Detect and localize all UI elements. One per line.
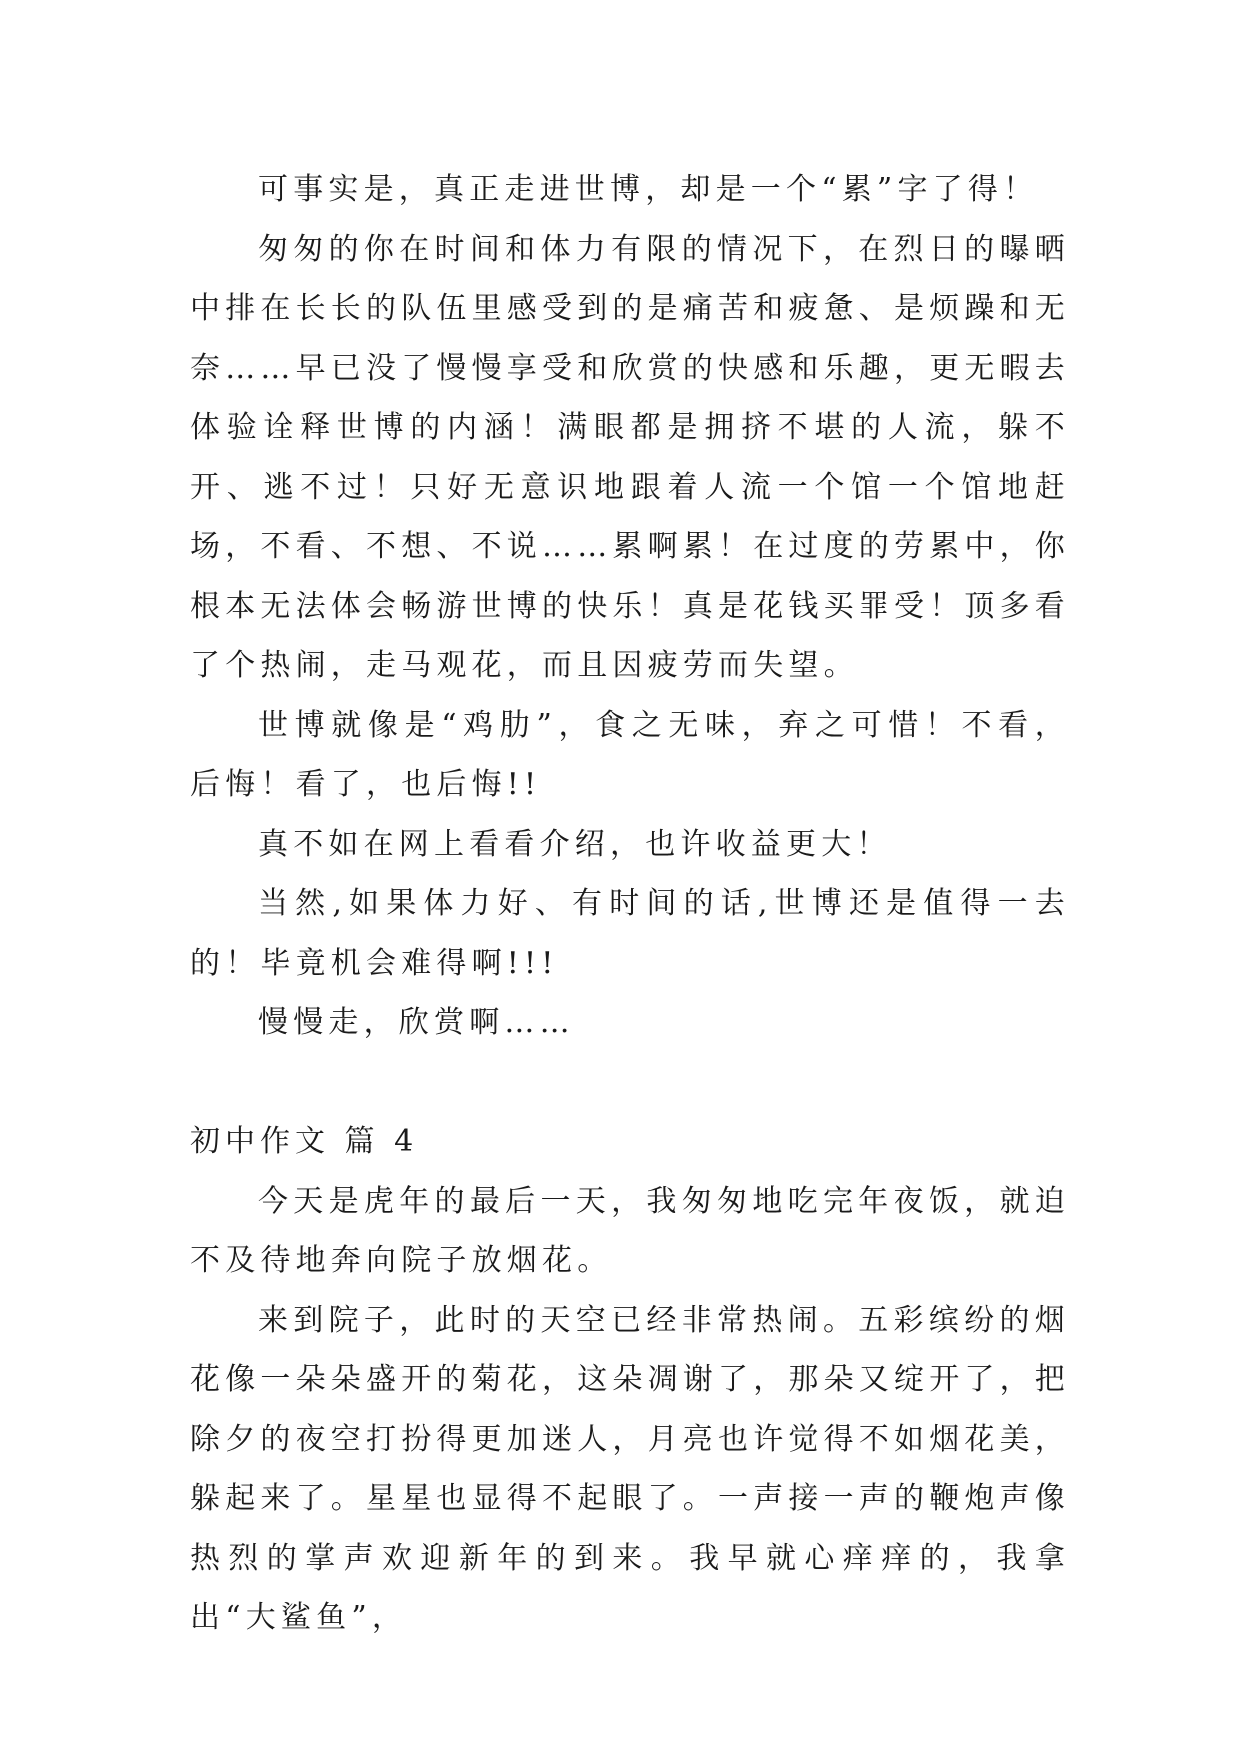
paragraph: 来到院子，此时的天空已经非常热闹。五彩缤纷的烟花像一朵朵盛开的菊花，这朵凋谢了，那朵又绽开了，把除夕的夜空打扮得更加迷人，月亮也许觉得不如烟花美，躲起来了。星星也显得不起眼了。一声接一声的鞭炮声像热烈的掌声欢迎新年的到来。我早就心痒痒的，我拿出“大鲨鱼”， <box>190 1302 1070 1635</box>
paragraph: 世博就像是“鸡肋”，食之无味，弃之可惜！不看，后悔！看了，也后悔!! <box>190 707 1070 802</box>
paragraph: 当然,如果体力好、有时间的话,世博还是值得一去的！毕竟机会难得啊!!! <box>190 886 1070 981</box>
paragraph: 今天是虎年的最后一天，我匆匆地吃完年夜饭，就迫不及待地奔向院子放烟花。 <box>190 1183 1070 1278</box>
paragraph: 可事实是，真正走进世博，却是一个“累”字了得！ <box>258 172 1039 207</box>
document-body <box>190 160 1070 1648</box>
section-heading: 初中作文 篇 4 <box>190 1124 419 1159</box>
paragraph: 慢慢走，欣赏啊…… <box>258 1005 575 1040</box>
paragraph: 匆匆的你在时间和体力有限的情况下，在烈日的曝晒中排在长长的队伍里感受到的是痛苦和疲惫、是烦躁和无奈……早已没了慢慢享受和欣赏的快感和乐趣，更无暇去体验诠释世博的内涵！满眼都是拥挤不堪的人流，躲不开、逃不过！只好无意识地跟着人流一个馆一个馆地赶场，不看、不想、不说……累啊累！在过度的劳累中，你根本无法体会畅游世博的快乐！真是花钱买罪受！顶多看了个热闹，走马观花，而且因疲劳而失望。 <box>190 231 1070 683</box>
paragraph: 真不如在网上看看介绍，也许收益更大！ <box>258 826 892 862</box>
